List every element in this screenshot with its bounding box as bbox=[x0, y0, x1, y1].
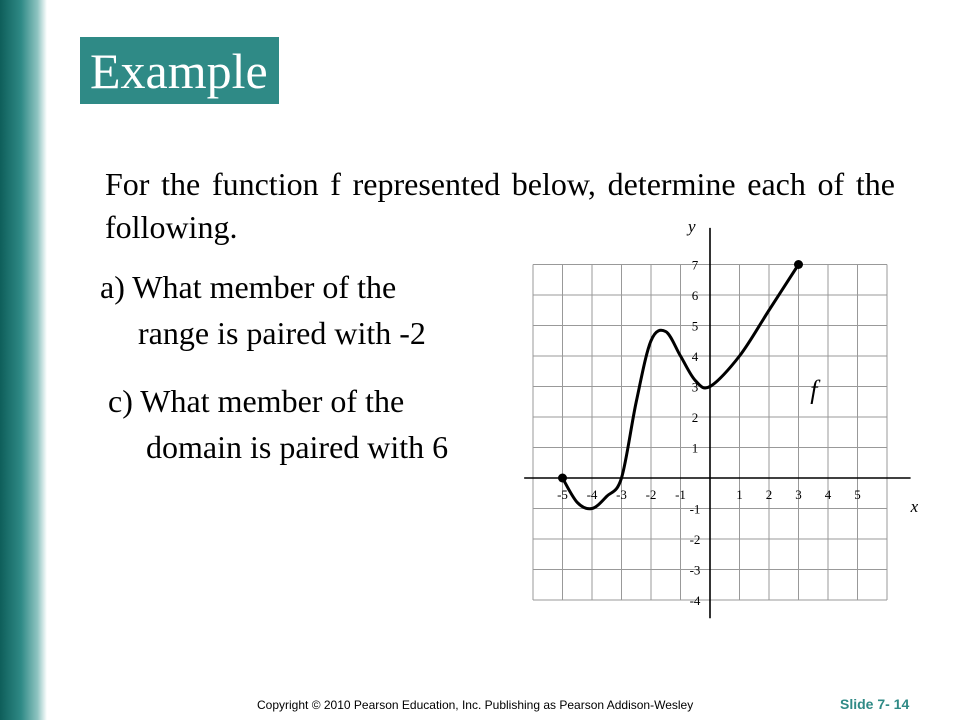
y-tick-label: -2 bbox=[689, 532, 701, 547]
slide-title: Example bbox=[90, 43, 268, 99]
x-tick-label: 1 bbox=[736, 487, 743, 502]
x-tick-label: 5 bbox=[854, 487, 861, 502]
endpoint-dot bbox=[794, 260, 803, 269]
x-tick-label: 4 bbox=[824, 487, 832, 502]
x-tick-label: -3 bbox=[616, 487, 627, 502]
x-tick-label: 3 bbox=[795, 487, 802, 502]
y-axis-label: y bbox=[688, 216, 696, 236]
y-tick-label: 6 bbox=[691, 288, 699, 303]
x-tick-label: 2 bbox=[765, 487, 773, 502]
endpoint-dot bbox=[558, 474, 567, 483]
y-tick-label: -3 bbox=[689, 562, 701, 578]
y-tick-label: 4 bbox=[691, 349, 699, 364]
question-c-line2: domain is paired with 6 bbox=[146, 429, 449, 465]
intro-text: For the function f represented below, determine each of the following. bbox=[105, 166, 895, 245]
tick-labels bbox=[557, 217, 919, 608]
y-tick-label: -1 bbox=[689, 501, 701, 517]
y-tick-label: 2 bbox=[691, 410, 699, 425]
y-tick-label: 7 bbox=[691, 257, 699, 273]
x-tick-label: -5 bbox=[557, 487, 568, 502]
question-c-line1: c) What member of the bbox=[108, 383, 405, 419]
x-tick-label: -1 bbox=[675, 487, 686, 502]
y-tick-label: 1 bbox=[691, 440, 699, 456]
copyright-footer: Copyright © 2010 Pearson Education, Inc. Publishing as Pearson Addison-Wesley bbox=[257, 698, 694, 712]
axes bbox=[524, 228, 910, 618]
y-tick-label: 3 bbox=[691, 379, 699, 395]
slide-number: Slide 7- 14 bbox=[840, 696, 910, 712]
y-tick-label: 5 bbox=[691, 318, 699, 334]
question-a-line1: a) What member of the bbox=[100, 269, 397, 305]
y-tick-label: -4 bbox=[689, 593, 701, 608]
x-tick-label: -2 bbox=[645, 487, 657, 502]
function-label: f bbox=[810, 375, 818, 405]
x-tick-label: -4 bbox=[586, 487, 598, 502]
question-a-line2: range is paired with -2 bbox=[138, 315, 426, 351]
x-axis-label: x bbox=[910, 497, 919, 516]
